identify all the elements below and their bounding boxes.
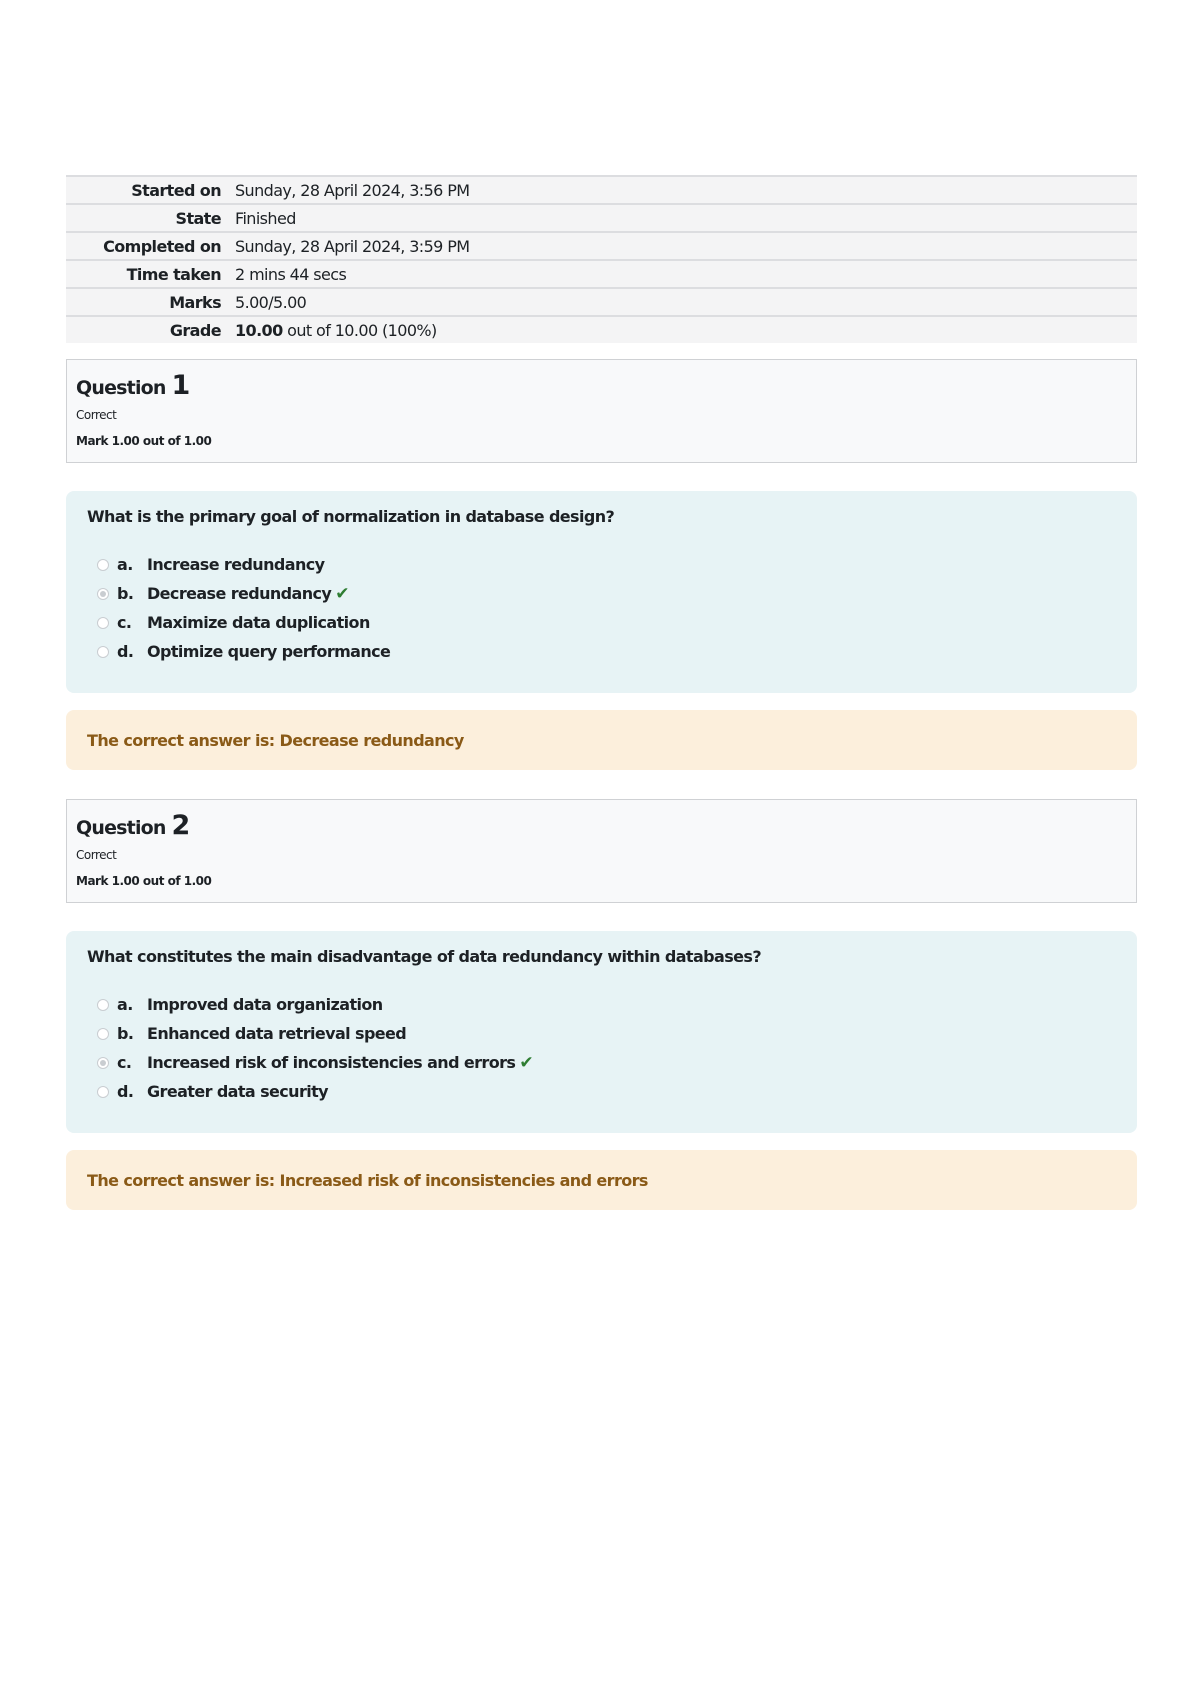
- question-2: [66, 799, 1137, 1210]
- check-icon: ✔: [519, 1052, 533, 1073]
- quiz-review: [66, 175, 1137, 1210]
- radio-button[interactable]: [97, 617, 109, 629]
- question-number: [76, 810, 1127, 841]
- summary-row: [66, 204, 1137, 232]
- question-number-value: 2: [171, 810, 190, 841]
- answer-letter: d.: [117, 642, 134, 661]
- question-formulation: [66, 931, 1137, 1133]
- question-grade: Mark 1.00 out of 1.00: [76, 874, 212, 888]
- answer-letter: a.: [117, 995, 133, 1014]
- grade-score: 10.00: [235, 320, 283, 340]
- summary-label: Time taken: [66, 260, 233, 288]
- summary-value: 5.00/5.00: [233, 288, 1137, 316]
- answer-text: Increase redundancy: [147, 555, 325, 574]
- summary-label: Marks: [66, 288, 233, 316]
- answer-option-a[interactable]: [87, 550, 1116, 579]
- answer-option-d[interactable]: [87, 637, 1116, 666]
- answer-letter: d.: [117, 1082, 134, 1101]
- answer-text: Greater data security: [147, 1082, 329, 1101]
- radio-button[interactable]: [97, 999, 109, 1011]
- radio-button[interactable]: [97, 559, 109, 571]
- radio-button-selected[interactable]: [97, 588, 109, 600]
- question-grade: Mark 1.00 out of 1.00: [76, 434, 212, 448]
- grade-total: out of 10.00 (100%): [287, 320, 437, 340]
- question-1: [66, 359, 1137, 770]
- summary-label: Started on: [66, 176, 233, 204]
- question-text: What constitutes the main disadvantage of data redundancy within databases?: [87, 947, 762, 966]
- summary-value: Sunday, 28 April 2024, 3:59 PM: [233, 232, 1137, 260]
- answer-option-b[interactable]: [87, 579, 1116, 608]
- answer-letter: c.: [117, 613, 132, 632]
- summary-value: [233, 316, 1137, 343]
- question-info: [66, 799, 1137, 903]
- radio-button[interactable]: [97, 1028, 109, 1040]
- check-icon: ✔: [335, 583, 349, 604]
- answer-text: Enhanced data retrieval speed: [147, 1024, 407, 1043]
- answer-text: Decrease redundancy: [147, 584, 332, 603]
- question-prefix: Question: [76, 817, 166, 839]
- summary-row: [66, 260, 1137, 288]
- question-number: [76, 370, 1127, 401]
- correct-answer-feedback: The correct answer is: Decrease redundancy: [66, 710, 1137, 770]
- question-formulation: [66, 491, 1137, 693]
- summary-label: State: [66, 204, 233, 232]
- answer-letter: b.: [117, 1024, 134, 1043]
- answer-text: Improved data organization: [147, 995, 383, 1014]
- answer-option-a[interactable]: [87, 990, 1116, 1019]
- summary-value: 2 mins 44 secs: [233, 260, 1137, 288]
- summary-row: [66, 176, 1137, 204]
- question-text: What is the primary goal of normalization in database design?: [87, 507, 615, 526]
- answer-text: Optimize query performance: [147, 642, 391, 661]
- question-info: [66, 359, 1137, 463]
- radio-button[interactable]: [97, 646, 109, 658]
- correct-answer-feedback: The correct answer is: Increased risk of inconsistencies and errors: [66, 1150, 1137, 1210]
- answer-list: [87, 990, 1116, 1106]
- answer-option-d[interactable]: [87, 1077, 1116, 1106]
- summary-row: [66, 316, 1137, 343]
- summary-label: Completed on: [66, 232, 233, 260]
- question-state: Correct: [76, 848, 117, 862]
- answer-letter: b.: [117, 584, 134, 603]
- answer-list: [87, 550, 1116, 666]
- answer-letter: a.: [117, 555, 133, 574]
- answer-text: Maximize data duplication: [147, 613, 370, 632]
- summary-label: Grade: [66, 316, 233, 343]
- summary-value: Finished: [233, 204, 1137, 232]
- answer-option-c[interactable]: [87, 1048, 1116, 1077]
- question-number-value: 1: [171, 370, 190, 401]
- summary-value: Sunday, 28 April 2024, 3:56 PM: [233, 176, 1137, 204]
- answer-option-c[interactable]: [87, 608, 1116, 637]
- answer-option-b[interactable]: [87, 1019, 1116, 1048]
- attempt-summary-table: [66, 175, 1137, 343]
- summary-row: [66, 232, 1137, 260]
- answer-letter: c.: [117, 1053, 132, 1072]
- question-prefix: Question: [76, 377, 166, 399]
- summary-row: [66, 288, 1137, 316]
- radio-button-selected[interactable]: [97, 1057, 109, 1069]
- question-state: Correct: [76, 408, 117, 422]
- answer-text: Increased risk of inconsistencies and errors: [147, 1053, 516, 1072]
- radio-button[interactable]: [97, 1086, 109, 1098]
